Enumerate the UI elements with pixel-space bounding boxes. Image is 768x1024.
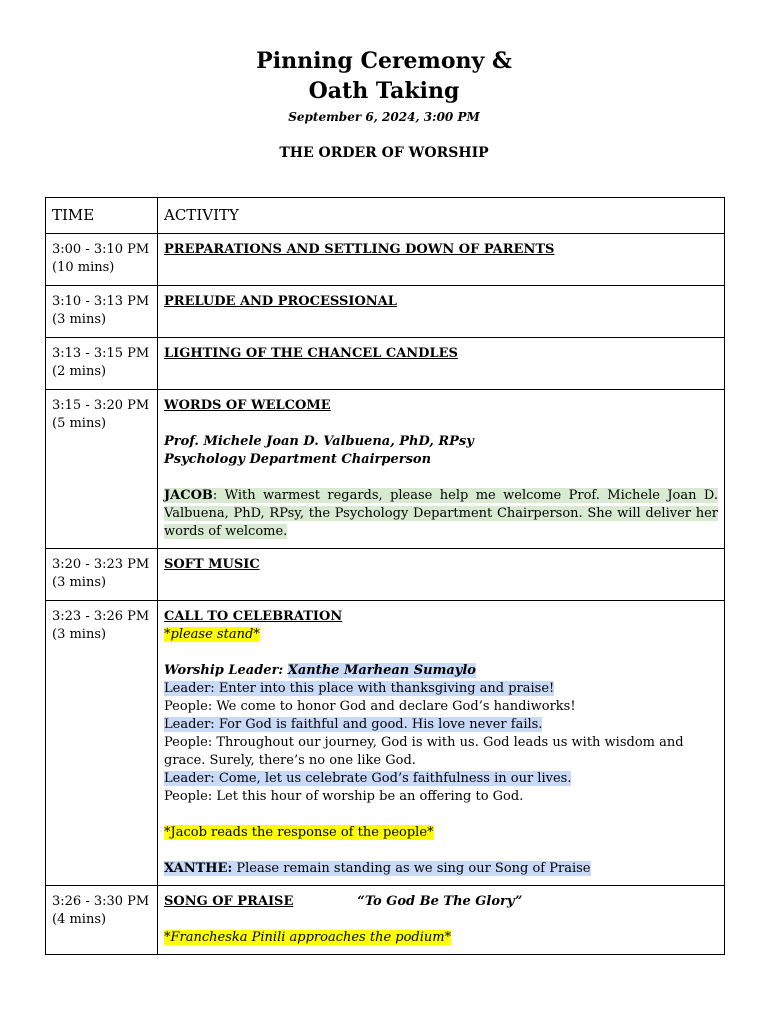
- activity-title: PREPARATIONS AND SETTLING DOWN OF PARENTS: [164, 242, 555, 257]
- activity-title: PRELUDE AND PROCESSIONAL: [164, 294, 397, 309]
- column-header-activity: ACTIVITY: [158, 198, 725, 234]
- jacob-script: [164, 487, 718, 541]
- table-row: [46, 338, 725, 390]
- title-line-2: Oath Taking: [308, 78, 460, 104]
- activity-cell: [158, 549, 725, 601]
- activity-title: WORDS OF WELCOME: [164, 398, 331, 413]
- activity-title: SONG OF PRAISE: [164, 894, 294, 909]
- responsive-line: People: Throughout our journey, God is with us. God leads us with wisdom and grace. Surely, there’s no one like God.: [164, 735, 684, 768]
- duration: (3 mins): [52, 312, 107, 327]
- table-row: [46, 601, 725, 886]
- duration: (4 mins): [52, 912, 107, 927]
- duration: (2 mins): [52, 364, 107, 379]
- table-row: [46, 286, 725, 338]
- time-range: 3:15 - 3:20 PM: [52, 398, 150, 413]
- activity-cell: [158, 286, 725, 338]
- worship-leader-line: [164, 662, 718, 680]
- activity-cell: [158, 338, 725, 390]
- worship-leader-name: Xanthe Marhean Sumaylo: [287, 663, 476, 678]
- jacob-text: : With warmest regards, please help me welcome Prof. Michele Joan D. Valbuena, PhD, RPsy, the Psychology Department Chairperson. She will deliver her words of welcome.: [164, 488, 718, 539]
- activity-cell: [158, 390, 725, 549]
- table-row: [46, 234, 725, 286]
- speaker-role: Psychology Department Chairperson: [164, 452, 432, 467]
- activity-cell: [158, 234, 725, 286]
- time-cell: [46, 286, 158, 338]
- duration: (3 mins): [52, 575, 107, 590]
- time-range: 3:26 - 3:30 PM: [52, 894, 150, 909]
- duration: (3 mins): [52, 627, 107, 642]
- podium-note: *Francheska Pinili approaches the podium*: [164, 930, 452, 945]
- xanthe-script: [164, 860, 718, 878]
- table-row: [46, 886, 725, 955]
- time-range: 3:10 - 3:13 PM: [52, 294, 150, 309]
- event-date: September 6, 2024, 3:00 PM: [288, 110, 480, 124]
- time-cell: [46, 234, 158, 286]
- responsive-line: Leader: Come, let us celebrate God’s faithfulness in our lives.: [164, 771, 572, 786]
- title-line-1: Pinning Ceremony &: [256, 48, 512, 74]
- column-header-time: TIME: [46, 198, 158, 234]
- time-cell: [46, 886, 158, 955]
- duration: (5 mins): [52, 416, 107, 431]
- time-cell: [46, 338, 158, 390]
- responsive-line: People: Let this hour of worship be an offering to God.: [164, 789, 524, 804]
- duration: (10 mins): [52, 260, 115, 275]
- speaker-name: Prof. Michele Joan D. Valbuena, PhD, RPsy: [164, 434, 474, 449]
- time-range: 3:20 - 3:23 PM: [52, 557, 150, 572]
- activity-cell: [158, 601, 725, 886]
- responsive-line: Leader: Enter into this place with thanksgiving and praise!: [164, 681, 555, 696]
- responsive-line: People: We come to honor God and declare God’s handiworks!: [164, 699, 576, 714]
- xanthe-label: XANTHE:: [164, 861, 233, 876]
- schedule-table: [45, 197, 725, 955]
- song-title: “To God Be The Glory”: [357, 894, 523, 909]
- order-of-worship-heading: THE ORDER OF WORSHIP: [279, 145, 489, 161]
- time-range: 3:00 - 3:10 PM: [52, 242, 150, 257]
- time-cell: [46, 601, 158, 886]
- time-cell: [46, 390, 158, 549]
- activity-title: CALL TO CELEBRATION: [164, 609, 343, 624]
- stand-note: *please stand*: [164, 627, 260, 642]
- time-range: 3:23 - 3:26 PM: [52, 609, 150, 624]
- activity-title: LIGHTING OF THE CHANCEL CANDLES: [164, 346, 458, 361]
- table-row: [46, 549, 725, 601]
- table-row: [46, 390, 725, 549]
- time-cell: [46, 549, 158, 601]
- xanthe-text: Please remain standing as we sing our Song of Praise: [232, 861, 591, 876]
- jacob-reads-note: *Jacob reads the response of the people*: [164, 825, 434, 840]
- worship-leader-label: Worship Leader:: [164, 663, 288, 678]
- jacob-label: JACOB: [164, 488, 213, 503]
- responsive-line: Leader: For God is faithful and good. His love never fails.: [164, 717, 543, 732]
- activity-cell: [158, 886, 725, 955]
- time-range: 3:13 - 3:15 PM: [52, 346, 150, 361]
- table-header-row: [46, 198, 725, 234]
- activity-title: SOFT MUSIC: [164, 557, 260, 572]
- page-title: [0, 46, 768, 106]
